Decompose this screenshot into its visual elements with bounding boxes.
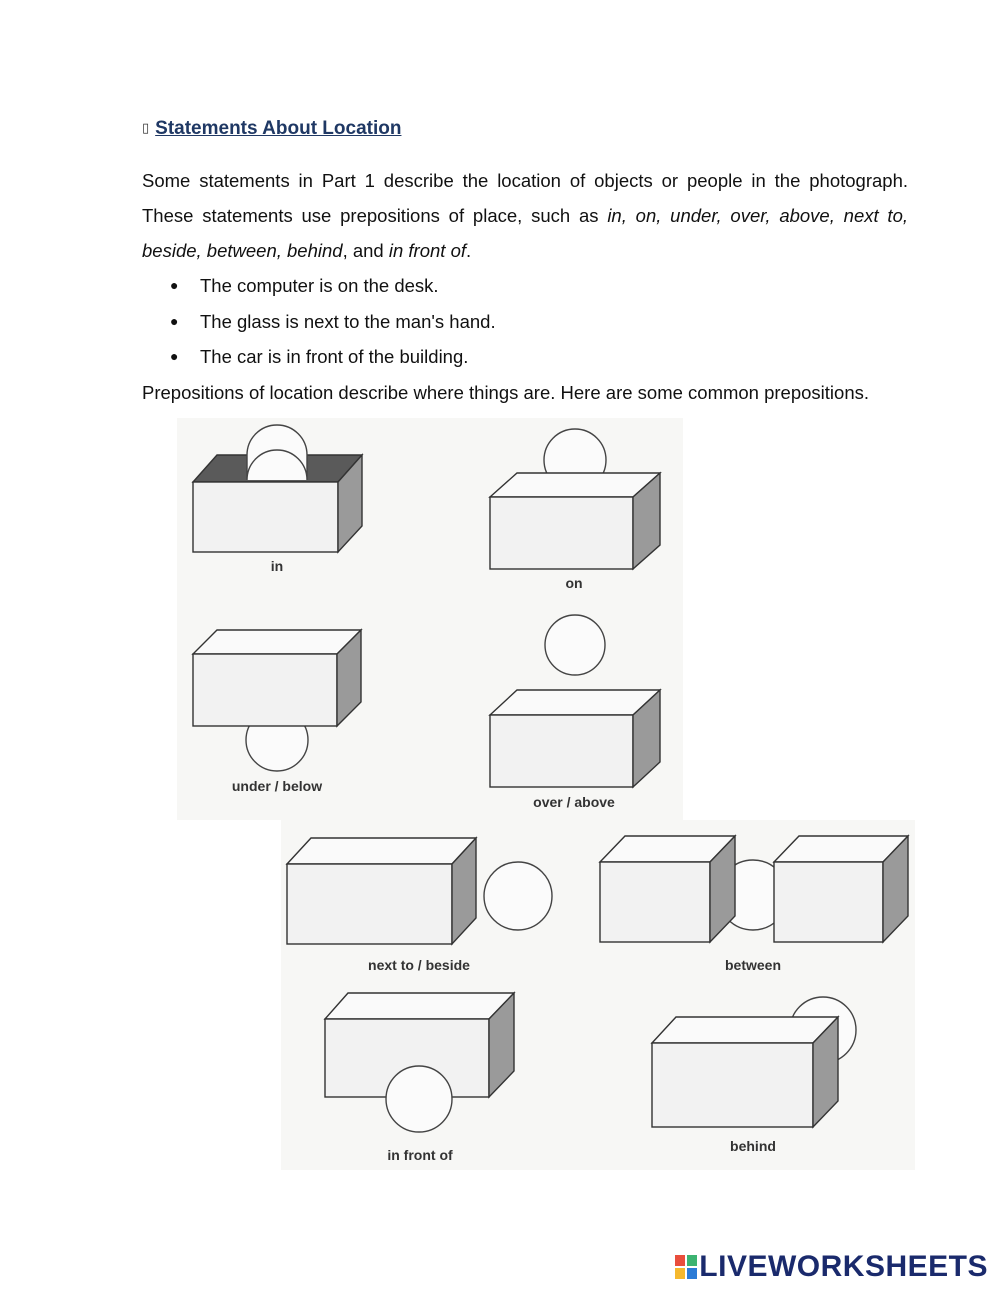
- section-heading: [142, 118, 401, 140]
- intro-text: Some statements in Part 1 describe the location of objects or people in the photograph. These statements use prepositions of place, such as: [142, 170, 908, 226]
- over-illustration: [490, 615, 660, 810]
- under-illustration: [193, 630, 361, 794]
- label-behind: behind: [730, 1138, 776, 1154]
- label-under: under / below: [231, 778, 323, 794]
- logo-text: LIVEWORKSHEETS: [699, 1250, 988, 1283]
- between-illustration: [600, 836, 908, 973]
- intro-end: .: [466, 240, 472, 261]
- on-illustration: [490, 429, 660, 591]
- illustration-panel-lower: [281, 820, 915, 1170]
- list-item: [142, 339, 496, 375]
- bullet-icon: ●: [170, 277, 179, 293]
- label-over: over / above: [533, 794, 615, 810]
- in-front-of-illustration: [325, 993, 514, 1163]
- label-in: in: [270, 558, 284, 574]
- list-item: [142, 304, 496, 340]
- intro-last-example: in front of: [388, 240, 467, 261]
- in-illustration: [193, 425, 362, 574]
- intro-paragraph: [142, 163, 908, 268]
- list-item-text: The car is in front of the building.: [200, 346, 469, 367]
- bullet-icon: ●: [170, 312, 179, 329]
- label-on: on: [565, 575, 583, 591]
- list-item-text: The computer is on the desk.: [200, 275, 439, 296]
- intro-examples: in, on, under, over, above, next to, beside, between, behind: [142, 205, 908, 261]
- logo-cube-icon: [675, 1255, 697, 1279]
- example-list: [142, 268, 496, 375]
- illustration-panel-upper: [177, 418, 683, 820]
- bullet-icon: ●: [170, 348, 179, 364]
- liveworksheets-logo: [675, 1250, 988, 1284]
- list-item-text: The glass is next to the man's hand.: [200, 310, 496, 332]
- behind-illustration: [652, 997, 856, 1154]
- heading-title: Statements About Location: [155, 118, 402, 139]
- intro-connector: , and: [342, 240, 389, 261]
- summary-paragraph: Prepositions of location describe where things are. Here are some common prepositions.: [142, 382, 870, 403]
- label-next-to: next to / beside: [368, 957, 470, 973]
- next-to-illustration: [287, 838, 552, 973]
- heading-marker-icon: ▯: [142, 120, 150, 135]
- label-in-front-of: in front of: [387, 1147, 453, 1163]
- label-between: between: [724, 957, 782, 973]
- list-item: [142, 268, 496, 304]
